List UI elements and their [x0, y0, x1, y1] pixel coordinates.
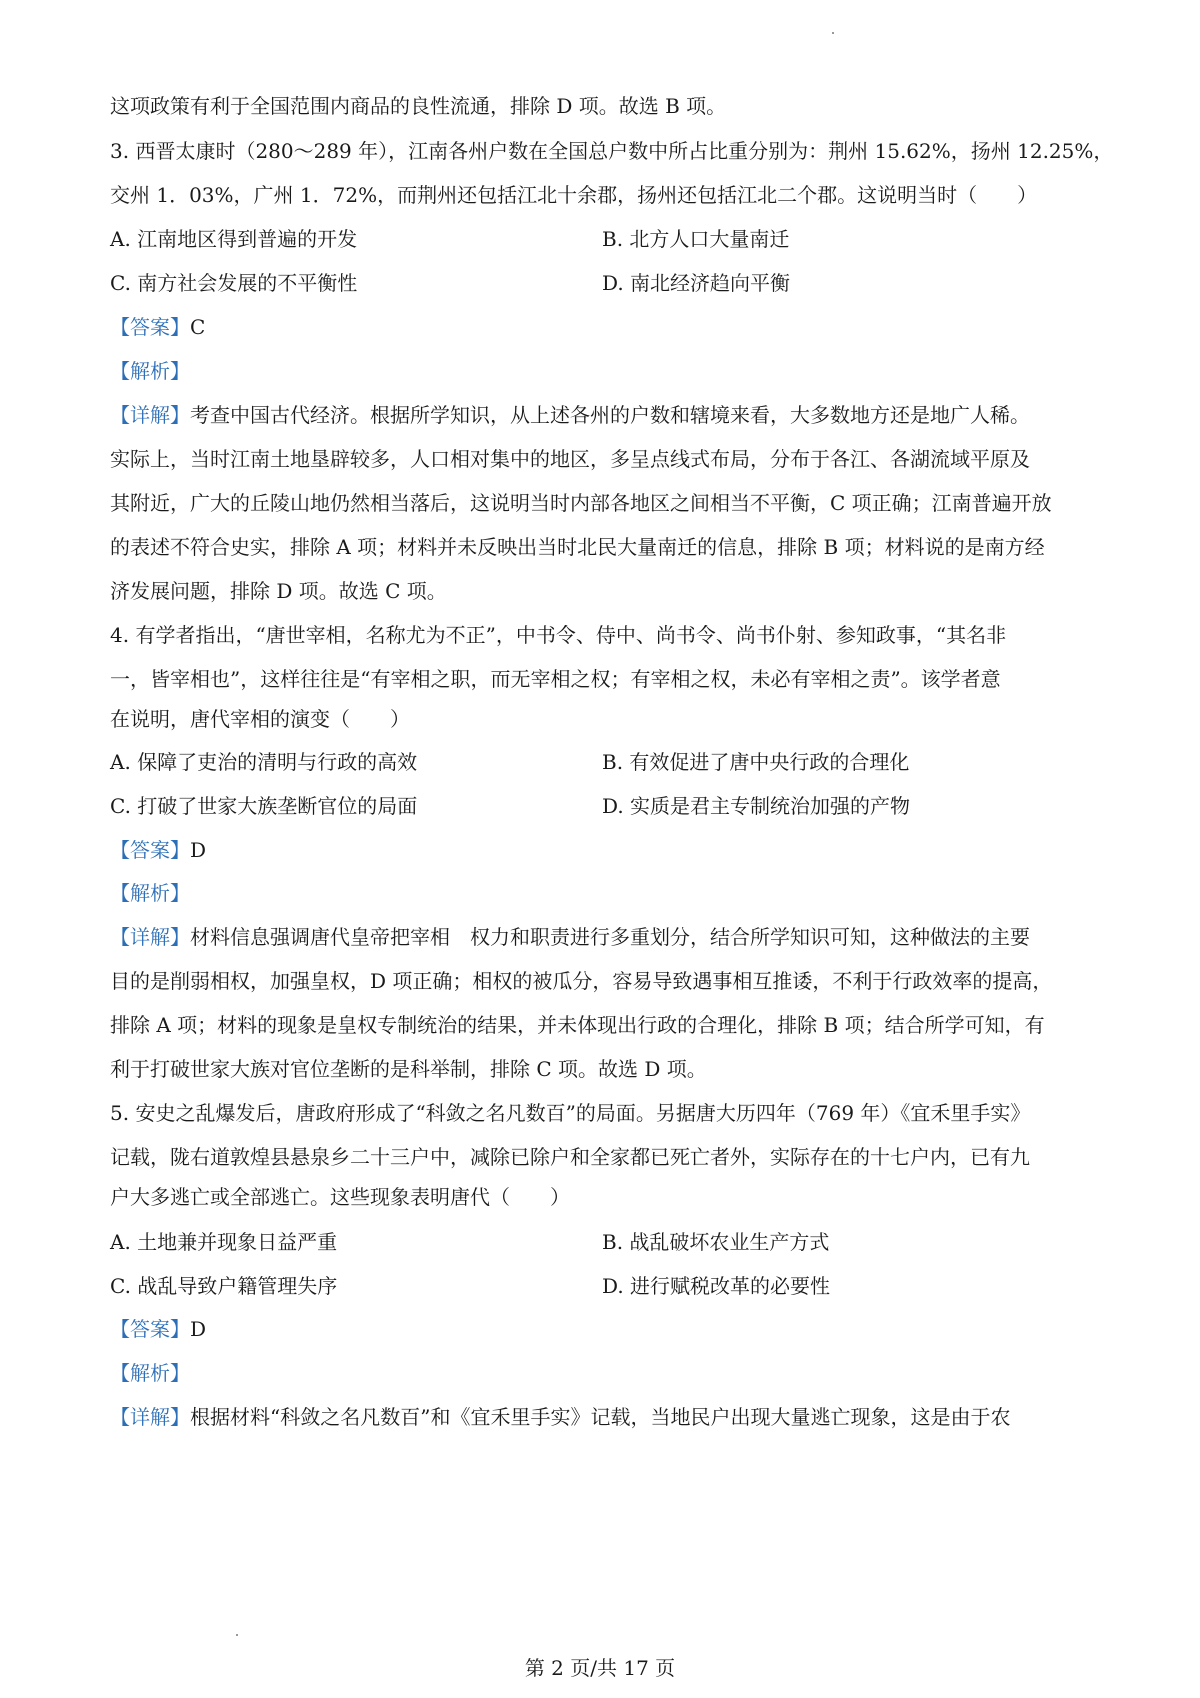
detail-text: 根据材料“科敛之名凡数百”和《宜禾里手实》记载，当地民户出现大量逃亡现象，这是由于农 — [190, 1405, 1011, 1429]
analysis-tag: 【解析】 — [110, 359, 190, 383]
analysis-tag: 【解析】 — [110, 881, 190, 905]
analysis-tag: 【解析】 — [110, 1361, 190, 1385]
q5-option-c: C. 战乱导致户籍管理失序 — [110, 1274, 338, 1298]
q3-option-a: A. 江南地区得到普遍的开发 — [110, 227, 358, 251]
answer-value: C — [190, 315, 206, 339]
q5-option-d: D. 进行赋税改革的必要性 — [602, 1274, 831, 1298]
q4-analysis-tag — [110, 879, 1100, 907]
q5-answer — [110, 1315, 1100, 1343]
question-5-stem: 户大多逃亡或全部逃亡。这些现象表明唐代（ ） — [110, 1185, 570, 1209]
detail-tag: 【详解】 — [110, 403, 190, 427]
q3-option-d: D. 南北经济趋向平衡 — [602, 271, 791, 295]
q4-option-b: B. 有效促进了唐中央行政的合理化 — [602, 750, 910, 774]
q3-detail-line: 其附近，广大的丘陵山地仍然相当落后，这说明当时内部各地区之间相当不平衡，C 项正确；江南普遍开放 — [110, 491, 1052, 515]
q5-detail-line — [110, 1403, 1100, 1431]
answer-value: D — [190, 838, 207, 862]
question-3-stem: 3. 西晋太康时（280～289 年），江南各州户数在全国总户数中所占比重分别为：荆州 15.62%，扬州 12.25%， — [110, 139, 1114, 163]
question-4-stem: 4. 有学者指出，“唐世宰相，名称尤为不正”，中书令、侍中、尚书令、尚书仆射、参知政事，“其名非 — [110, 623, 1007, 647]
q3-option-b: B. 北方人口大量南迁 — [602, 227, 790, 251]
q5-option-a: A. 土地兼并现象日益严重 — [110, 1230, 338, 1254]
q4-answer — [110, 836, 1100, 864]
q4-detail-line: 目的是削弱相权，加强皇权，D 项正确；相权的被瓜分，容易导致遇事相互推诿，不利于行政效率的提高， — [110, 969, 1053, 993]
q4-detail-line: 排除 A 项；材料的现象是皇权专制统治的结果，并未体现出行政的合理化，排除 B 项；结合所学可知，有 — [110, 1013, 1045, 1037]
detail-text: 材料信息强调唐代皇帝把宰相 权力和职责进行多重划分，结合所学知识可知，这种做法的主要 — [190, 925, 1030, 949]
question-4-stem: 一，皆宰相也”，这样往往是“有宰相之职，而无宰相之权；有宰相之权，未必有宰相之责”。该学者意 — [110, 667, 1001, 691]
q5-analysis-tag — [110, 1359, 1100, 1387]
q4-detail-line: 利于打破世家大族对官位垄断的是科举制，排除 C 项。故选 D 项。 — [110, 1057, 707, 1081]
q4-option-d: D. 实质是君主专制统治加强的产物 — [602, 794, 911, 818]
q3-detail-line: 济发展问题，排除 D 项。故选 C 项。 — [110, 579, 447, 603]
q4-option-a: A. 保障了吏治的清明与行政的高效 — [110, 750, 418, 774]
q3-answer — [110, 313, 1100, 341]
question-5-stem: 记载，陇右道敦煌县悬泉乡二十三户中，减除已除户和全家都已死亡者外，实际存在的十七户内，已有九 — [110, 1145, 1030, 1169]
question-4-stem: 在说明，唐代宰相的演变（ ） — [110, 707, 410, 731]
question-3-stem: 交州 1．03%，广州 1．72%，而荆州还包括江北十余郡，扬州还包括江北二个郡。这说明当时（ ） — [110, 183, 1038, 207]
detail-text: 考查中国古代经济。根据所学知识，从上述各州的户数和辖境来看，大多数地方还是地广人稀。 — [190, 403, 1030, 427]
q3-detail-line: 的表述不符合史实，排除 A 项；材料并未反映出当时北民大量南迁的信息，排除 B 项；材料说的是南方经 — [110, 535, 1045, 559]
q3-detail-line: 实际上，当时江南土地垦辟较多，人口相对集中的地区，多呈点线式布局，分布于各江、各湖流域平原及 — [110, 447, 1030, 471]
q5-option-b: B. 战乱破坏农业生产方式 — [602, 1230, 830, 1254]
scan-speck — [236, 1634, 238, 1636]
detail-tag: 【详解】 — [110, 1405, 190, 1429]
answer-tag: 【答案】 — [110, 1317, 190, 1341]
q3-analysis-tag — [110, 357, 1100, 385]
answer-value: D — [190, 1317, 207, 1341]
scan-speck — [832, 32, 834, 34]
answer-tag: 【答案】 — [110, 838, 190, 862]
q4-option-c: C. 打破了世家大族垄断官位的局面 — [110, 794, 418, 818]
question-5-stem: 5. 安史之乱爆发后，唐政府形成了“科敛之名凡数百”的局面。另据唐大历四年（769 年）《宜禾里手实》 — [110, 1101, 1031, 1125]
q4-detail-line — [110, 923, 1100, 951]
page-number-footer: 第 2 页/共 17 页 — [524, 1656, 676, 1680]
q3-option-c: C. 南方社会发展的不平衡性 — [110, 271, 358, 295]
text-line: 这项政策有利于全国范围内商品的良性流通，排除 D 项。故选 B 项。 — [110, 94, 727, 118]
answer-tag: 【答案】 — [110, 315, 190, 339]
q3-detail-line — [110, 401, 1100, 429]
detail-tag: 【详解】 — [110, 925, 190, 949]
